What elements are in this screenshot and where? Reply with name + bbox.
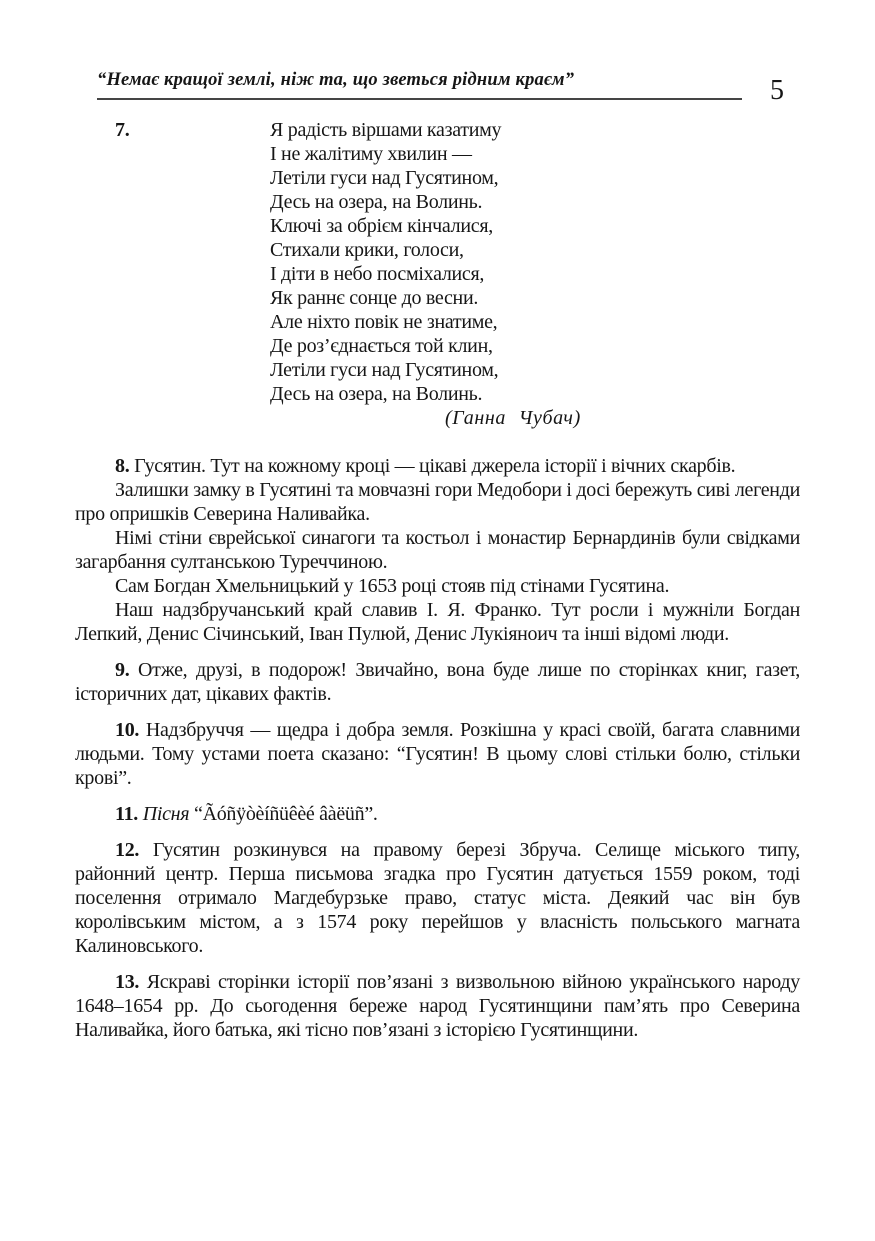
item-number: 11.	[115, 803, 143, 825]
poem-section	[75, 118, 800, 430]
item-8-paragraph: Сам Богдан Хмельницький у 1653 році стояв під стінами Гусятина.	[115, 575, 670, 597]
item-8-paragraph: Німі стіни єврейської синагоги та костьол і монастир Бернардинів були свідками загарбання султанською Туреччиною.	[75, 527, 800, 573]
poem-item-number: 7.	[115, 119, 130, 141]
page-number: 5	[770, 75, 784, 106]
poem-line: Я радість віршами казатиму	[270, 119, 502, 141]
item-8-paragraph: Залишки замку в Гусятині та мовчазні гори Медобори і досі бережуть сиві легенди про опришків Северина Наливайка.	[75, 479, 800, 525]
page-content	[75, 118, 800, 1042]
running-head	[0, 0, 875, 118]
poem-line: Десь на озера, на Волинь.	[270, 191, 483, 213]
poem-line: Ключі за обрієм кінчалися,	[270, 215, 493, 237]
item-11-paragraph: 11. Пісня “Ãóñÿòèíñüêèé âàëüñ”.	[115, 803, 378, 825]
item-number: 8.	[115, 455, 135, 477]
poem-line: Десь на озера, на Волинь.	[270, 383, 483, 405]
item-8-paragraph: Наш надзбручанський край славив І. Я. Франко. Тут росли і мужніли Богдан Лепкий, Денис Січинський, Іван Пулюй, Денис Лукіяноич та інші відомі люди.	[75, 599, 800, 645]
poem-line: Летіли гуси над Гусятином,	[270, 167, 499, 189]
poem-line: Стихали крики, голоси,	[270, 239, 464, 261]
item-lead-italic: Пісня	[142, 803, 194, 825]
item-number: 10.	[115, 719, 146, 741]
item-13-paragraph: 13. Яскраві сторінки історії пов’язані з визвольною війною українського народу 1648–1654 рр. До сьогодення береже народ Гусятинщини пам’ять про Северина Наливайка, його батька, які тісно пов’язані з історією Гусятинщини.	[75, 971, 800, 1041]
item-12-paragraph: 12. Гусятин розкинувся на правому березі Збруча. Селище міського типу, районний центр. Перша письмова згадка про Гусятин датується 1559 роком, тоді поселення отримало Магдебурзьке право, статус міста. Деякий час він був королівським містом, а з 1574 року перейшов у власність польського магната Калиновського.	[75, 839, 800, 957]
poem-line: І діти в небо посміхалися,	[270, 263, 485, 285]
running-head-quote: “Немає кращої землі, ніж та, що зветься рідним краєм”	[97, 70, 742, 100]
poem-line: Де роз’єднається той клин,	[270, 335, 493, 357]
poem-lines	[270, 118, 800, 406]
poem-attribution: (Ганна Чубач)	[445, 407, 581, 429]
poem-line: Летіли гуси над Гусятином,	[270, 359, 499, 381]
numbered-items	[75, 454, 800, 1042]
poem-line: І не жалітиму хвилин —	[270, 143, 472, 165]
poem-line: Як раннє сонце до весни.	[270, 287, 479, 309]
poem-line: Але ніхто повік не знатиме,	[270, 311, 498, 333]
item-number: 9.	[115, 659, 138, 681]
item-8-paragraph: 8. Гусятин. Тут на кожному кроці — цікаві джерела історії і вічних скарбів.	[115, 455, 736, 477]
item-9-paragraph: 9. Отже, друзі, в подорож! Звичайно, вона буде лише по сторінках книг, газет, історичних дат, цікавих фактів.	[75, 659, 800, 705]
item-number: 12.	[115, 839, 153, 861]
item-10-paragraph: 10. Надзбруччя — щедра і добра земля. Розкішна у красі своїй, багата славними людьми. Тому устами поета сказано: “Гусятин! В цьому слові стільки болю, стільки крові”.	[75, 719, 800, 789]
item-number: 13.	[115, 971, 147, 993]
